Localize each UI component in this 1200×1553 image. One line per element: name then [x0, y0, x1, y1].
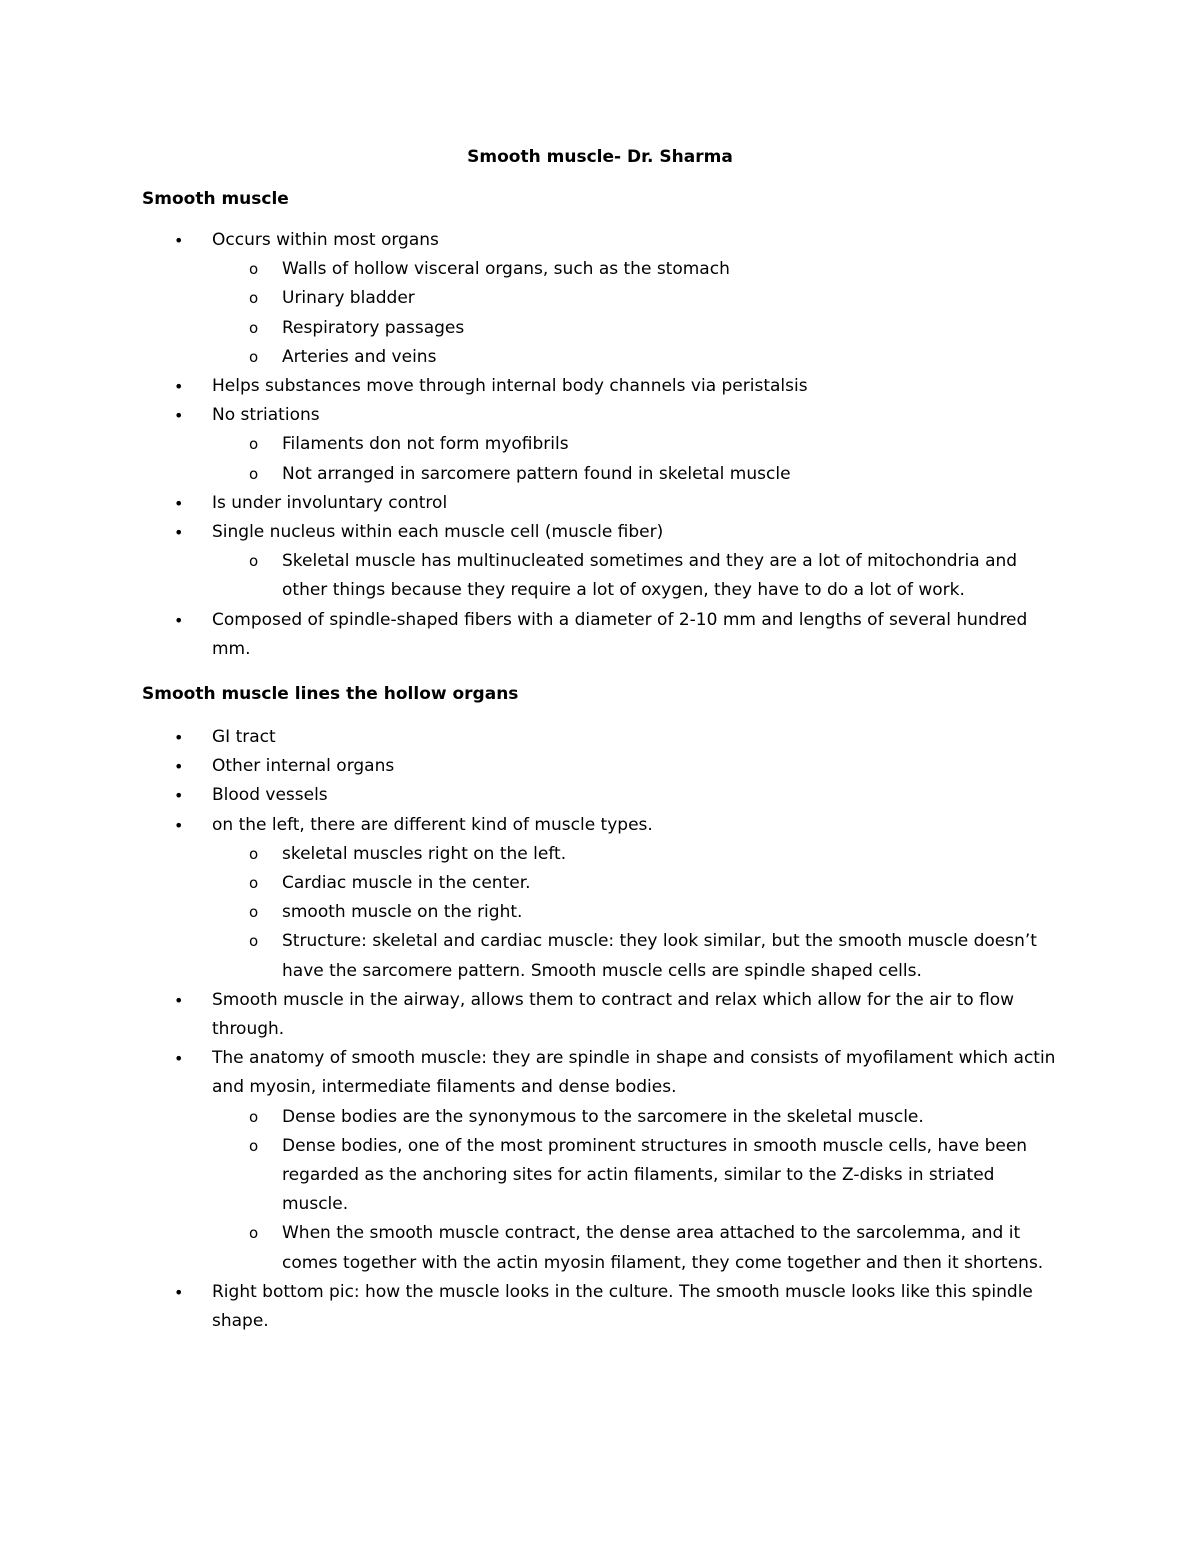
circle-bullet-icon: o: [249, 903, 259, 922]
list-item-text: Smooth muscle in the airway, allows them to contract and relax which allow for the air to flow through.: [212, 989, 1015, 1040]
sub-list-item: [211, 314, 1062, 343]
bullet-icon: •: [174, 990, 184, 1010]
bullet-icon: •: [174, 231, 184, 250]
sub-list-item-text: skeletal muscles right on the left.: [282, 843, 567, 864]
list-item-text: Composed of spindle-shaped fibers with a diameter of 2-10 mm and lengths of several hundred mm.: [212, 609, 1028, 659]
sub-list-item-text: Not arranged in sarcomere pattern found in skeletal muscle: [282, 463, 791, 484]
bullet-icon: •: [174, 377, 184, 397]
sub-list-item-text: When the smooth muscle contract, the dense area attached to the sarcolemma, and it comes together with the actin myosin filament, they come together and then it shortens.: [282, 1223, 1044, 1273]
circle-bullet-icon: o: [249, 435, 259, 454]
list-item: [142, 401, 1062, 489]
bullet-icon: •: [174, 1049, 184, 1069]
list-item-text: on the left, there are different kind of muscle types.: [212, 814, 653, 835]
circle-bullet-icon: o: [249, 552, 259, 571]
sub-list-item-text: Arteries and veins: [282, 346, 437, 367]
list-item-text: No striations: [212, 405, 320, 426]
circle-bullet-icon: o: [249, 347, 259, 366]
sub-list-item-text: Dense bodies are the synonymous to the sarcomere in the skeletal muscle.: [282, 1106, 924, 1127]
sub-list-item: [211, 927, 1062, 985]
list-item: [142, 226, 1062, 372]
sub-list-item-text: Walls of hollow visceral organs, such as the stomach: [282, 259, 730, 280]
list-item-text: Single nucleus within each muscle cell (muscle fiber): [212, 522, 664, 543]
sub-list-item: [211, 898, 1062, 927]
list-item: [142, 1278, 1062, 1336]
document-title: Smooth muscle- Dr. Sharma: [467, 147, 733, 167]
sub-list-item: [211, 430, 1062, 459]
section-heading: Smooth muscle lines the hollow organs: [142, 684, 519, 704]
list-item: [142, 723, 1062, 752]
sub-list-item-text: Dense bodies, one of the most prominent structures in smooth muscle cells, have been regarded as the anchoring sites for actin filaments, similar to the Z-disks in striated muscle.: [282, 1135, 1028, 1215]
bullet-icon: •: [174, 493, 184, 513]
section-smooth-muscle: [142, 186, 1062, 664]
list-item: [142, 1044, 1062, 1278]
list-item-text: Other internal organs: [212, 756, 395, 777]
list-item-text: Blood vessels: [212, 785, 328, 806]
sub-list-item: [211, 284, 1062, 313]
list-item: [142, 811, 1062, 986]
list-item: [142, 752, 1062, 781]
bullet-list: [142, 226, 1062, 664]
sub-list-item-text: Filaments don not form myofibrils: [282, 434, 569, 455]
circle-bullet-icon: o: [249, 289, 259, 308]
sub-list-item: [211, 343, 1062, 372]
bullet-icon: •: [174, 1282, 184, 1302]
bullet-icon: •: [174, 610, 184, 630]
sub-list-item-text: Respiratory passages: [282, 317, 465, 338]
bullet-icon: •: [174, 815, 184, 835]
sub-list-item-text: Structure: skeletal and cardiac muscle: they look similar, but the smooth muscle doesn’t have the sarcomere pattern. Smooth muscle cells are spindle shaped cells.: [282, 931, 1037, 981]
sub-list: [212, 430, 1062, 488]
sub-list-item: [211, 869, 1062, 898]
circle-bullet-icon: o: [249, 1224, 259, 1243]
circle-bullet-icon: o: [249, 1107, 259, 1126]
list-item: [142, 606, 1062, 664]
bullet-icon: •: [174, 757, 184, 777]
bullet-icon: •: [174, 728, 184, 747]
sub-list-item: [211, 255, 1062, 284]
bullet-icon: •: [174, 786, 184, 806]
circle-bullet-icon: o: [249, 874, 259, 893]
list-item: [142, 781, 1062, 810]
circle-bullet-icon: o: [249, 932, 259, 951]
bullet-list: [142, 723, 1062, 1336]
sub-list: [212, 1103, 1062, 1278]
list-item-text: The anatomy of smooth muscle: they are spindle in shape and consists of myofilament which actin and myosin, intermediate filaments and dense bodies.: [212, 1048, 1056, 1098]
sub-list: [212, 840, 1062, 986]
list-item: [142, 518, 1062, 606]
circle-bullet-icon: o: [249, 464, 259, 483]
sub-list-item: [211, 547, 1062, 605]
circle-bullet-icon: o: [249, 844, 259, 863]
list-item-text: Helps substances move through internal body channels via peristalsis: [212, 376, 808, 397]
sub-list-item-text: Skeletal muscle has multinucleated sometimes and they are a lot of mitochondria and other things because they require a lot of oxygen, they have to do a lot of work.: [282, 551, 1018, 601]
sub-list: [212, 547, 1062, 605]
sub-list-item: [211, 840, 1062, 869]
list-item: [142, 489, 1062, 518]
circle-bullet-icon: o: [249, 260, 259, 279]
circle-bullet-icon: o: [249, 318, 259, 337]
sub-list-item: [211, 1132, 1062, 1220]
circle-bullet-icon: o: [249, 1136, 259, 1155]
sub-list-item: [211, 460, 1062, 489]
section-hollow-organs: [142, 681, 1062, 1336]
sub-list-item: [211, 1103, 1062, 1132]
list-item: [142, 986, 1062, 1044]
list-item-text: Right bottom pic: how the muscle looks in the culture. The smooth muscle looks like this spindle shape.: [212, 1281, 1033, 1332]
section-heading: Smooth muscle: [142, 189, 289, 209]
sub-list-item: [211, 1219, 1062, 1277]
list-item-text: GI tract: [212, 727, 276, 747]
sub-list-item-text: smooth muscle on the right.: [282, 902, 523, 923]
bullet-icon: •: [174, 523, 184, 543]
list-item-text: Occurs within most organs: [212, 230, 439, 250]
list-item: [142, 372, 1062, 401]
sub-list: [212, 255, 1062, 372]
list-item-text: Is under involuntary control: [212, 492, 448, 513]
sub-list-item-text: Cardiac muscle in the center.: [282, 873, 531, 894]
sub-list-item-text: Urinary bladder: [282, 288, 415, 309]
bullet-icon: •: [174, 406, 184, 426]
